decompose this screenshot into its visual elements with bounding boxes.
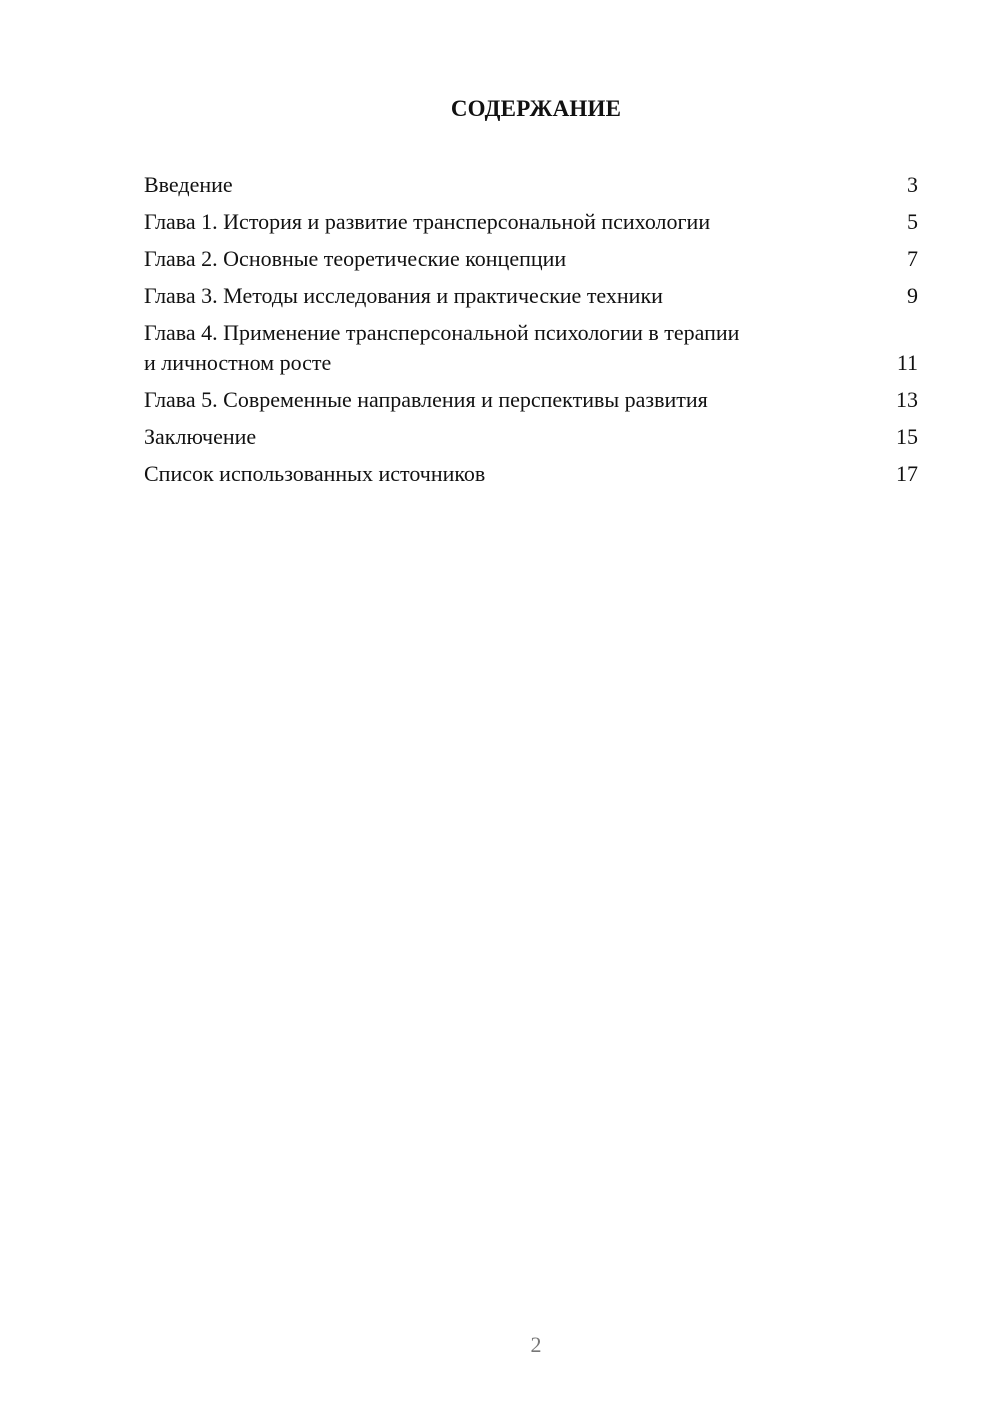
toc-entry-page: 11 <box>896 350 918 375</box>
page-title: СОДЕРЖАНИЕ <box>450 96 622 121</box>
page-number: 2 <box>530 1332 542 1357</box>
toc-entry-text: Глава 3. Методы исследования и практические техники <box>144 283 663 308</box>
toc-entry-text: Глава 5. Современные направления и перспективы развития <box>144 387 708 412</box>
toc-entry-page: 13 <box>896 387 918 412</box>
toc-entry-introduction <box>144 170 918 200</box>
toc-entry-text: Введение <box>144 172 233 197</box>
toc-entry-page: 9 <box>907 283 918 308</box>
toc-entry-chapter-5 <box>144 385 918 415</box>
toc-entry-page: 5 <box>907 209 918 234</box>
toc-entry-page: 15 <box>896 424 918 449</box>
toc-entry-page: 7 <box>907 246 918 271</box>
toc-entry-text: Список использованных источников <box>144 461 486 486</box>
toc-entry-references <box>144 459 918 489</box>
toc-entry-conclusion <box>144 422 918 452</box>
toc-entry-text: Глава 2. Основные теоретические концепции <box>144 246 567 271</box>
toc-entry-page: 17 <box>896 461 918 486</box>
toc-entry-chapter-2 <box>144 244 918 274</box>
table-of-contents <box>144 170 918 496</box>
toc-entry-page: 3 <box>907 172 918 197</box>
toc-entry-text: Заключение <box>144 424 257 449</box>
toc-entry-chapter-4 <box>144 318 918 378</box>
toc-entry-chapter-3 <box>144 281 918 311</box>
toc-entry-chapter-1 <box>144 207 918 237</box>
toc-entry-text: Глава 1. История и развитие трансперсональной психологии <box>144 209 711 234</box>
toc-entry-text: Глава 4. Применение трансперсональной психологии в терапии и личностном росте <box>144 320 740 375</box>
